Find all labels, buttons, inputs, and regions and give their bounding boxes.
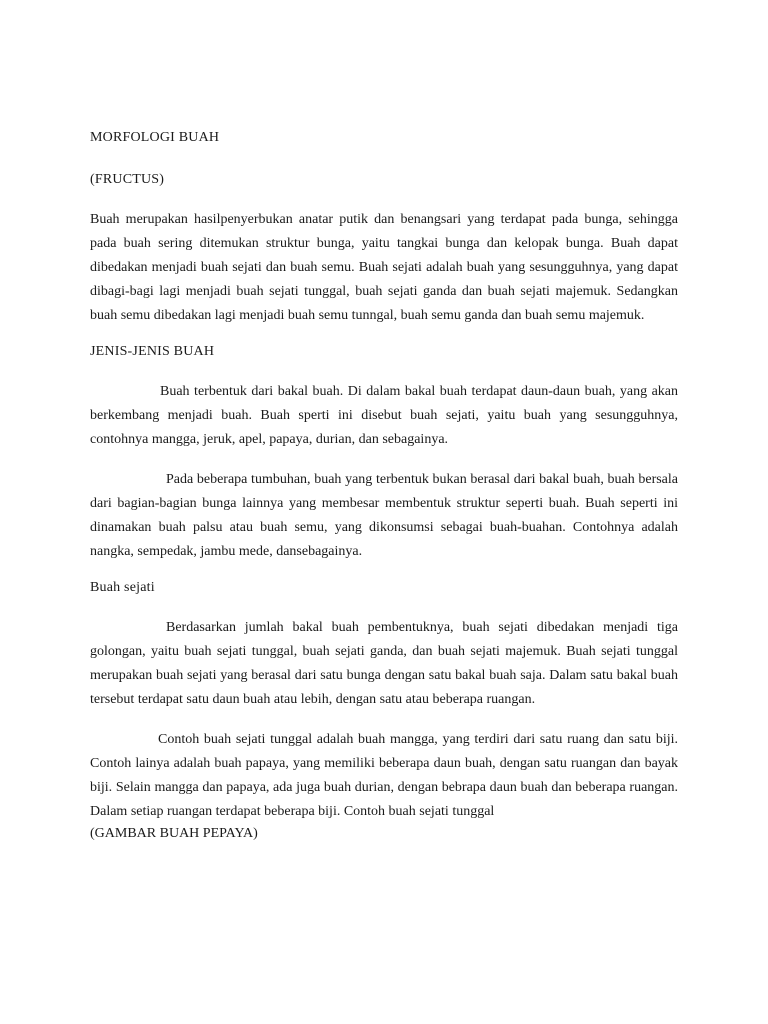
- document-title: MORFOLOGI BUAH: [90, 130, 220, 145]
- paragraph-contoh-buah-sejati-tunggal: Contoh buah sejati tunggal adalah buah mangga, yang terdiri dari satu ruang dan satu biji. Contoh lainya adalah buah papaya, yang memiliki beberapa daun buah, dengan satu ruangan dan bayak biji. Selain mangga dan papaya, ada juga buah durian, dengan bebrapa daun buah dan beberapa ruangan. Dalam setiap ruangan terdapat beberapa biji. Contoh buah sejati tunggal: [90, 732, 678, 819]
- paragraph-buah-semu-intro: Pada beberapa tumbuhan, buah yang terbentuk bukan berasal dari bakal buah, buah bersala dari bagian-bagian bunga lainnya yang membesar membentuk struktur seperti buah. Buah seperti ini dinamakan buah palsu atau buah semu, yang dikonsumsi sebagai buah-buahan. Contohnya adalah nangka, sempedak, jambu mede, dansebagainya.: [90, 472, 678, 559]
- paragraph-buah-sejati-intro: Buah terbentuk dari bakal buah. Di dalam bakal buah terdapat daun-daun buah, yang akan berkembang menjadi buah. Buah sperti ini disebut buah sejati, yaitu buah yang sesungguhnya, contohnya mangga, jeruk, apel, papaya, durian, dan sebagainya.: [90, 384, 678, 447]
- figure-caption: (GAMBAR BUAH PEPAYA): [90, 826, 258, 841]
- document-page: [90, 128, 678, 844]
- intro-paragraph: Buah merupakan hasilpenyerbukan anatar putik dan benangsari yang terdapat pada bunga, sehingga pada buah sering ditemukan struktur bunga, yaitu tangkai bunga dan kelopak bunga. Buah dapat dibedakan menjadi buah sejati dan buah semu. Buah sejati adalah buah yang sesungguhnya, yang dapat dibagi-bagi lagi menjadi buah sejati tunggal, buah sejati ganda dan buah sejati majemuk. Sedangkan buah semu dibedakan lagi menjadi buah semu tunngal, buah semu ganda dan buah semu majemuk.: [90, 212, 678, 323]
- paragraph-golongan-buah-sejati: Berdasarkan jumlah bakal buah pembentuknya, buah sejati dibedakan menjadi tiga golongan, yaitu buah sejati tunggal, buah sejati ganda, dan buah sejati majemuk. Buah sejati tunggal merupakan buah sejati yang berasal dari satu bunga dengan satu bakal buah saja. Dalam satu bakal buah tersebut terdapat satu daun buah atau lebih, dengan satu atau beberapa ruangan.: [90, 620, 678, 707]
- document-subtitle: (FRUCTUS): [90, 172, 165, 187]
- section-heading-buah-sejati: Buah sejati: [90, 580, 155, 595]
- section-heading-jenis-jenis-buah: JENIS-JENIS BUAH: [90, 344, 215, 359]
